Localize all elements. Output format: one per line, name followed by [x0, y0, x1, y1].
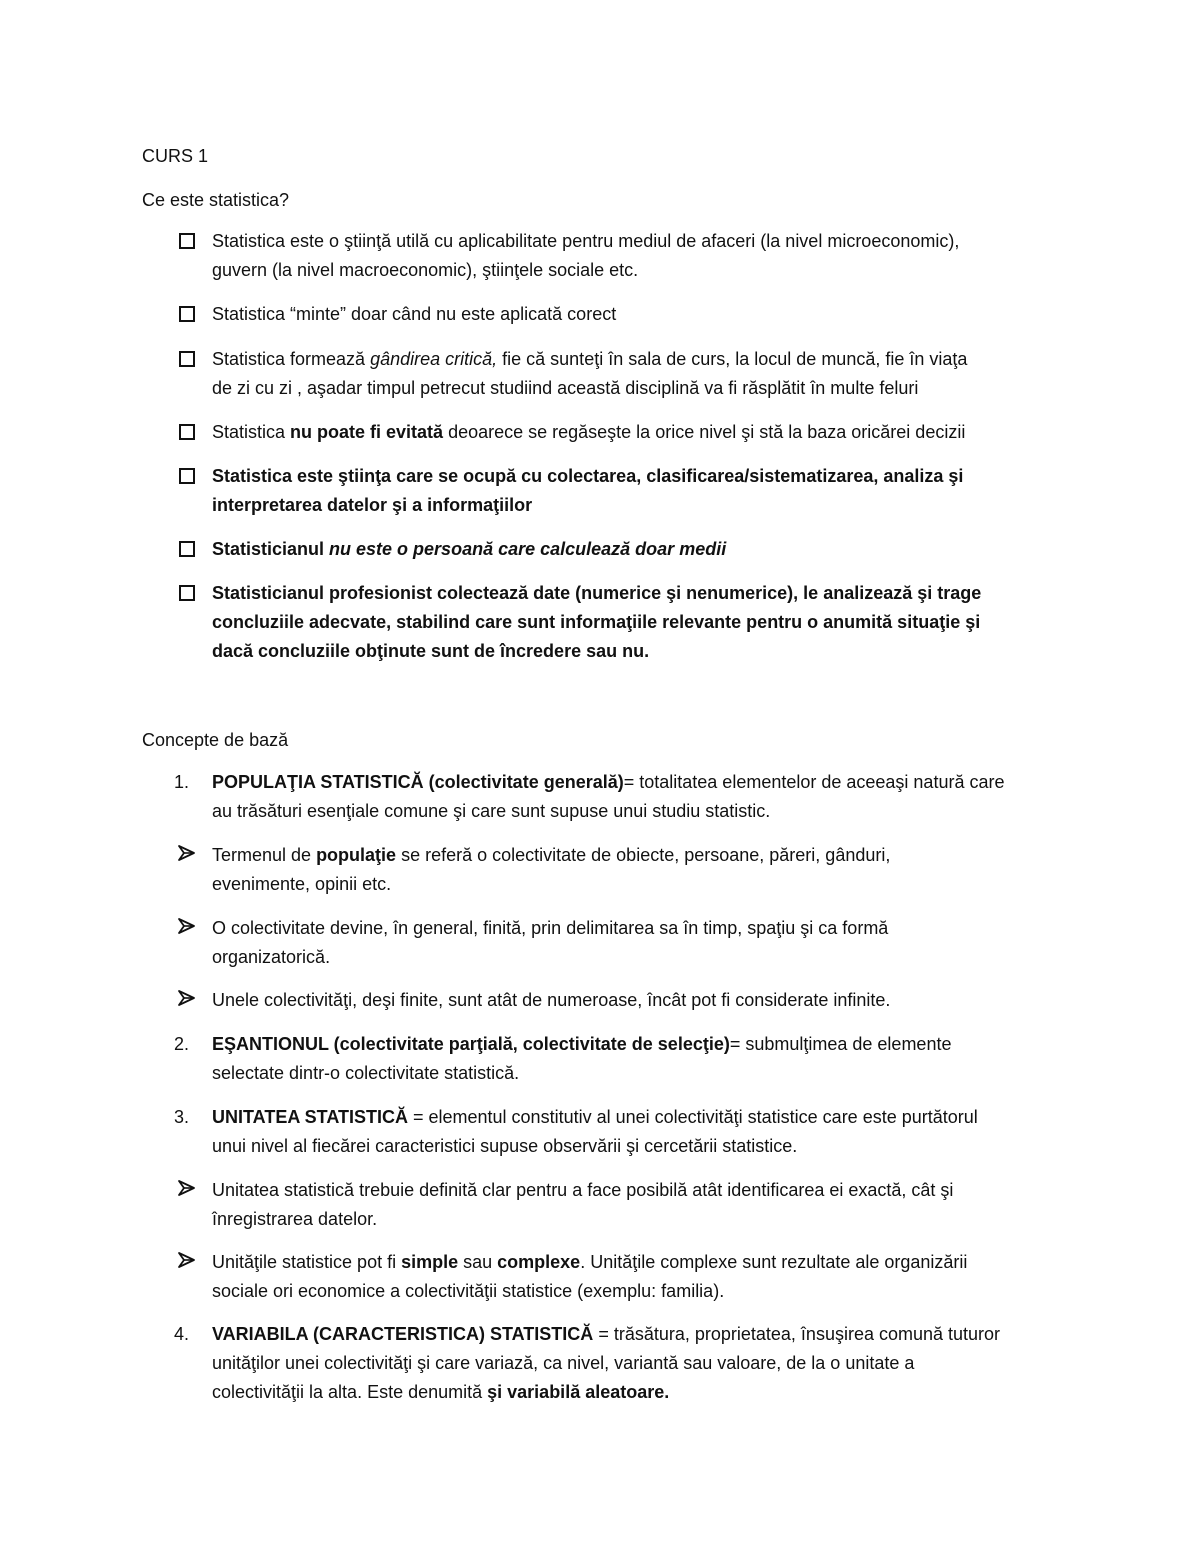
- text-line: [212, 535, 1072, 564]
- text-line: [212, 1059, 1072, 1088]
- arrow-bullet-icon: [177, 989, 197, 1007]
- text-segment: se referă o colectivitate de obiecte, persoane, păreri, gânduri,: [396, 845, 891, 865]
- text-line: [212, 768, 1072, 797]
- concept-text: [212, 841, 1072, 899]
- checkbox-bullet-icon: [179, 468, 195, 484]
- text-segment: = totalitatea elementelor de aceeaşi natură care: [623, 772, 1005, 792]
- concept-text: [212, 914, 1072, 972]
- item-number: 4.: [174, 1324, 190, 1344]
- bullet-text: [212, 418, 1072, 447]
- text-segment: gândirea critică,: [370, 349, 498, 369]
- text-line: [212, 870, 1072, 899]
- text-segment: selectate dintr-o colectivitate statistică.: [212, 1063, 520, 1083]
- bullet-text: [212, 300, 1072, 329]
- bullet-text: [212, 345, 1072, 403]
- text-segment: au trăsături esenţiale comune şi care sunt supuse unui studiu statistic.: [212, 801, 771, 821]
- text-segment: UNITATEA STATISTICĂ: [212, 1107, 408, 1127]
- bullet-text: [212, 579, 1072, 666]
- text-segment: populaţie: [316, 845, 397, 865]
- arrow-bullet-icon: [177, 1251, 197, 1269]
- text-line: [212, 1030, 1072, 1059]
- text-segment: înregistrarea datelor.: [212, 1209, 378, 1229]
- text-segment: VARIABILA (CARACTERISTICA) STATISTICĂ: [212, 1324, 594, 1344]
- text-segment: complexe: [497, 1252, 581, 1272]
- text-segment: deoarece se regăseşte la orice nivel şi stă la baza oricărei decizii: [443, 422, 966, 442]
- text-segment: unităţilor unei colectivităţi şi care variază, ca nivel, variantă sau valoare, de la o unitate a: [212, 1353, 915, 1373]
- checkbox-bullet-icon: [179, 233, 195, 249]
- text-segment: Statistica este ştiinţa care se ocupă cu colectarea, clasificarea/sistematizarea, analiza şi: [212, 466, 964, 486]
- text-segment: colectivităţii la alta. Este denumită: [212, 1382, 488, 1402]
- text-segment: sau: [458, 1252, 498, 1272]
- text-line: [212, 1132, 1072, 1161]
- item-number: 2.: [174, 1034, 190, 1054]
- text-line: [212, 1205, 1072, 1234]
- item-number: 3.: [174, 1107, 190, 1127]
- text-segment: sociale ori economice a colectivităţii statistice (exemplu: familia).: [212, 1281, 725, 1301]
- concept-text: [212, 1176, 1072, 1234]
- text-line: [212, 1248, 1072, 1277]
- text-line: [212, 637, 1072, 666]
- checkbox-bullet-icon: [179, 306, 195, 322]
- text-segment: Statistica este o ştiinţă utilă cu aplicabilitate pentru mediul de afaceri (la nivel microeconomic),: [212, 231, 960, 251]
- text-line: [212, 943, 1072, 972]
- text-segment: unui nivel al fiecărei caracteristici supuse observării şi cercetării statistice.: [212, 1136, 798, 1156]
- text-segment: EŞANTIONUL (colectivitate parţială, colectivitate de selecţie): [212, 1034, 730, 1054]
- text-segment: fie că sunteţi în sala de curs, la locul de muncă, fie în viaţa: [497, 349, 968, 369]
- concept-text: [212, 1320, 1072, 1407]
- text-line: [212, 345, 1072, 374]
- concept-text: [212, 768, 1072, 826]
- course-label: CURS 1: [142, 146, 209, 166]
- text-line: [212, 491, 1072, 520]
- text-segment: . Unităţile complexe sunt rezultate ale organizării: [580, 1252, 968, 1272]
- checkbox-bullet-icon: [179, 351, 195, 367]
- concept-text: [212, 986, 1072, 1015]
- text-segment: interpretarea datelor şi a informaţiilor: [212, 495, 533, 515]
- text-line: [212, 418, 1072, 447]
- concept-text: [212, 1248, 1072, 1306]
- text-line: [212, 1277, 1072, 1306]
- text-segment: Unele colectivităţi, deşi finite, sunt atât de numeroase, încât pot fi considerate infinite.: [212, 990, 891, 1010]
- text-segment: POPULAŢIA STATISTICĂ (colectivitate generală): [212, 772, 624, 792]
- text-line: [212, 1176, 1072, 1205]
- text-line: [212, 1349, 1072, 1378]
- concept-text: [212, 1030, 1072, 1088]
- text-segment: nu este o persoană care calculează doar medii: [329, 539, 727, 559]
- text-segment: Statisticianul: [212, 539, 330, 559]
- text-line: [212, 608, 1072, 637]
- text-line: [212, 797, 1072, 826]
- text-line: [212, 986, 1072, 1015]
- text-segment: = submulţimea de elemente: [729, 1034, 952, 1054]
- checkbox-bullet-icon: [179, 424, 195, 440]
- text-segment: Statistica formează: [212, 349, 371, 369]
- text-line: [212, 227, 1072, 256]
- text-segment: Termenul de: [212, 845, 317, 865]
- text-segment: nu poate fi evitată: [290, 422, 444, 442]
- text-segment: organizatorică.: [212, 947, 331, 967]
- text-line: [212, 300, 1072, 329]
- text-segment: = elementul constitutiv al unei colectivităţi statistice care este purtătorul: [407, 1107, 978, 1127]
- text-line: [212, 256, 1072, 285]
- checkbox-bullet-icon: [179, 585, 195, 601]
- text-line: [212, 841, 1072, 870]
- text-segment: Statisticianul profesionist colectează date (numerice şi nenumerice), le analizează şi trage: [212, 583, 982, 603]
- text-segment: Unitatea statistică trebuie definită clar pentru a face posibilă atât identificarea ei exactă, cât şi: [212, 1180, 954, 1200]
- text-line: [212, 462, 1072, 491]
- text-segment: Statistica “minte” doar când nu este aplicată corect: [212, 304, 617, 324]
- text-segment: O colectivitate devine, în general, finită, prin delimitarea sa în timp, spaţiu şi ca formă: [212, 918, 889, 938]
- text-line: [212, 1103, 1072, 1132]
- bullet-text: [212, 535, 1072, 564]
- arrow-bullet-icon: [177, 917, 197, 935]
- text-segment: de zi cu zi , aşadar timpul petrecut studiind această disciplină va fi răsplătit în multe feluri: [212, 378, 919, 398]
- arrow-bullet-icon: [177, 1179, 197, 1197]
- text-line: [212, 914, 1072, 943]
- text-segment: concluziile adecvate, stabilind care sunt informaţiile relevante pentru o anumită situaţie şi: [212, 612, 981, 632]
- text-line: [212, 579, 1072, 608]
- intro-question: Ce este statistica?: [142, 190, 290, 210]
- text-segment: guvern (la nivel macroeconomic), ştiinţele sociale etc.: [212, 260, 639, 280]
- text-segment: = trăsătura, proprietatea, însuşirea comună tuturor: [593, 1324, 1001, 1344]
- text-segment: şi variabilă aleatoare.: [487, 1382, 670, 1402]
- checkbox-bullet-icon: [179, 541, 195, 557]
- text-segment: simple: [401, 1252, 459, 1272]
- text-line: [212, 1378, 1072, 1407]
- concept-text: [212, 1103, 1072, 1161]
- bullet-text: [212, 227, 1072, 285]
- text-segment: Statistica: [212, 422, 291, 442]
- text-segment: dacă concluziile obţinute sunt de încredere sau nu.: [212, 641, 650, 661]
- text-line: [212, 1320, 1072, 1349]
- text-line: [212, 374, 1072, 403]
- text-segment: Unităţile statistice pot fi: [212, 1252, 402, 1272]
- item-number: 1.: [174, 772, 190, 792]
- arrow-bullet-icon: [177, 844, 197, 862]
- section-title: Concepte de bază: [142, 730, 289, 750]
- text-segment: evenimente, opinii etc.: [212, 874, 392, 894]
- bullet-text: [212, 462, 1072, 520]
